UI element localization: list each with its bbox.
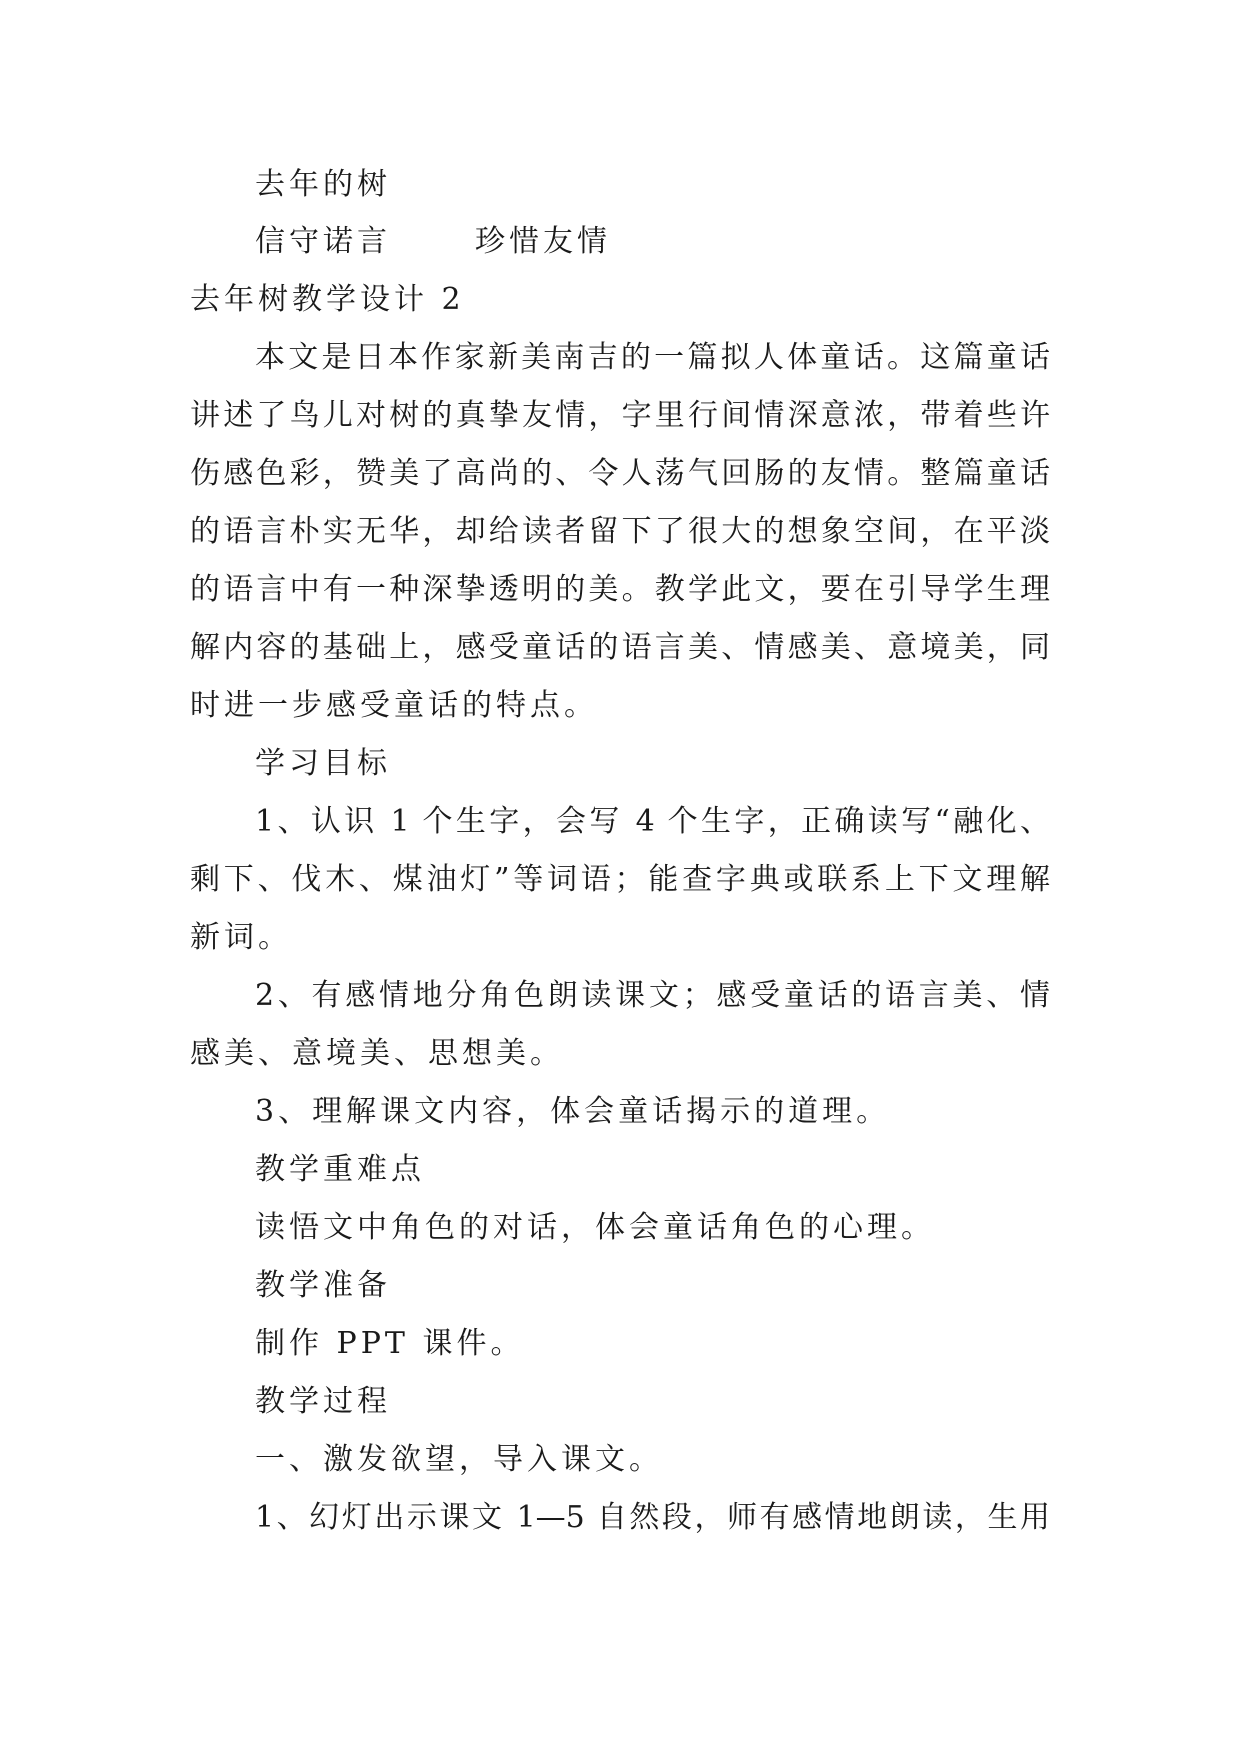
intro-line: 的语言中有一种深挚透明的美。教学此文，要在引导学生理 bbox=[190, 572, 1050, 607]
intro-line: 伤感色彩，赞美了高尚的、令人荡气回肠的友情。整篇童话 bbox=[190, 456, 1050, 491]
process-step-item: 1、幻灯出示课文 1—5 自然段，师有感情地朗读，生用 bbox=[255, 1500, 1050, 1535]
goal-item-line: 剩下、伐木、煤油灯”等词语；能查字典或联系上下文理解 bbox=[190, 862, 1050, 897]
goal-item-line: 3、理解课文内容，体会童话揭示的道理。 bbox=[255, 1094, 891, 1129]
motto-right: 珍惜友情 bbox=[475, 224, 611, 259]
intro-line: 时进一步感受童话的特点。 bbox=[190, 688, 598, 723]
intro-line: 本文是日本作家新美南吉的一篇拟人体童话。这篇童话 bbox=[255, 340, 1050, 375]
goal-item-line: 感美、意境美、思想美。 bbox=[190, 1036, 564, 1071]
goal-item-line: 2、有感情地分角色朗读课文；感受童话的语言美、情 bbox=[255, 978, 1050, 1013]
process-step: 一、激发欲望，导入课文。 bbox=[255, 1442, 663, 1477]
document-title: 去年树教学设计 2 bbox=[190, 282, 465, 317]
goal-item-line: 新词。 bbox=[190, 920, 292, 955]
preparation-text: 制作 PPT 课件。 bbox=[255, 1326, 525, 1361]
motto-left: 信守诺言 bbox=[255, 224, 391, 259]
preparation-heading: 教学准备 bbox=[255, 1268, 391, 1303]
key-points-heading: 教学重难点 bbox=[255, 1152, 425, 1187]
intro-line: 讲述了鸟儿对树的真挚友情，字里行间情深意浓，带着些许 bbox=[190, 398, 1050, 433]
intro-line: 解内容的基础上，感受童话的语言美、情感美、意境美，同 bbox=[190, 630, 1050, 665]
goals-heading: 学习目标 bbox=[255, 746, 391, 781]
process-heading: 教学过程 bbox=[255, 1384, 391, 1419]
intro-line: 的语言朴实无华，却给读者留下了很大的想象空间，在平淡 bbox=[190, 514, 1050, 549]
goal-item-line: 1、认识 1 个生字，会写 4 个生字，正确读写“融化、 bbox=[255, 804, 1050, 839]
header-line: 去年的树 bbox=[255, 167, 391, 202]
motto-line bbox=[255, 222, 1115, 262]
key-points-text: 读悟文中角色的对话，体会童话角色的心理。 bbox=[255, 1210, 935, 1245]
